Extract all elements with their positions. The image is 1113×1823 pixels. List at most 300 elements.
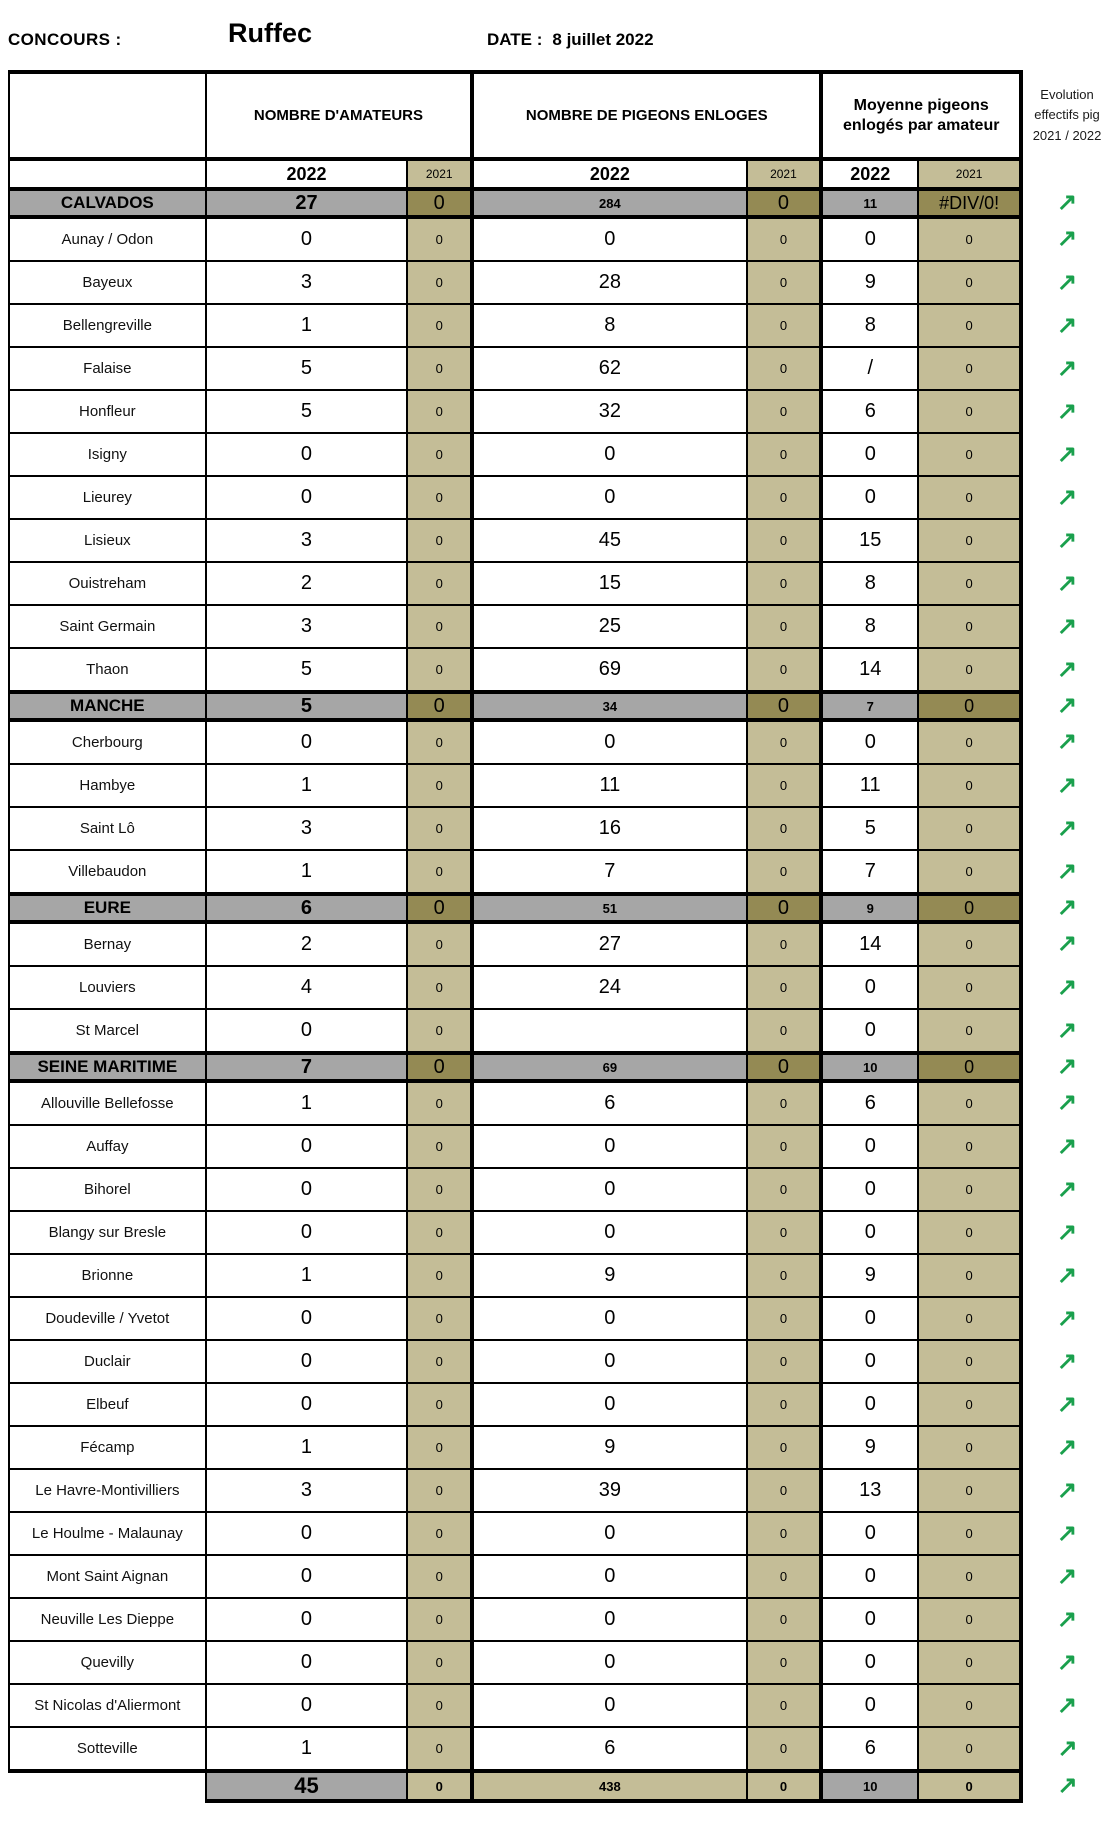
column-group-header-row bbox=[9, 72, 1112, 159]
evolution-cell bbox=[1021, 1469, 1112, 1512]
evolution-cell bbox=[1021, 966, 1112, 1009]
pigeons-2021-cell: 0 bbox=[747, 922, 822, 966]
year-2022-amateurs: 2022 bbox=[206, 159, 408, 189]
moyenne-2022-cell: 0 bbox=[821, 1383, 918, 1426]
moyenne-2021-cell: 0 bbox=[918, 1053, 1021, 1081]
moyenne-2022-cell: 0 bbox=[821, 433, 918, 476]
moyenne-2021-cell: 0 bbox=[918, 1211, 1021, 1254]
concours-label: CONCOURS : bbox=[8, 30, 122, 49]
row-label-cell: Doudeville / Yvetot bbox=[9, 1297, 206, 1340]
pigeons-2021-cell: 0 bbox=[747, 476, 822, 519]
moyenne-2021-cell: 0 bbox=[918, 922, 1021, 966]
pigeons-2022-cell bbox=[472, 1009, 746, 1053]
moyenne-2022-cell: 0 bbox=[821, 1211, 918, 1254]
pigeons-2022-cell: 0 bbox=[472, 476, 746, 519]
amateurs-2021-cell: 0 bbox=[407, 476, 472, 519]
evolution-cell bbox=[1021, 347, 1112, 390]
row-label-cell: Falaise bbox=[9, 347, 206, 390]
trend-up-icon: ↗ bbox=[1056, 1304, 1078, 1332]
pigeons-2022-cell: 6 bbox=[472, 1727, 746, 1771]
pigeons-2022-cell: 69 bbox=[472, 648, 746, 692]
amateurs-2021-cell: 0 bbox=[407, 261, 472, 304]
table-row bbox=[9, 347, 1112, 390]
row-label-cell: Blangy sur Bresle bbox=[9, 1211, 206, 1254]
pigeons-2021-cell: 0 bbox=[747, 605, 822, 648]
pigeons-2021-cell: 0 bbox=[747, 519, 822, 562]
pigeons-2021-cell: 0 bbox=[747, 261, 822, 304]
moyenne-2022-cell: 6 bbox=[821, 1081, 918, 1125]
amateurs-2022-cell: 0 bbox=[206, 1598, 408, 1641]
evolution-cell bbox=[1021, 1297, 1112, 1340]
amateurs-2022-cell: 3 bbox=[206, 1469, 408, 1512]
table-row bbox=[9, 1727, 1112, 1771]
trend-up-icon: ↗ bbox=[1056, 526, 1078, 554]
pigeons-2022-cell: 0 bbox=[472, 720, 746, 764]
row-label-cell: Isigny bbox=[9, 433, 206, 476]
moyenne-2022-cell: 10 bbox=[821, 1771, 918, 1801]
department-row bbox=[9, 1053, 1112, 1081]
row-label-cell: Fécamp bbox=[9, 1426, 206, 1469]
evolution-cell bbox=[1021, 1383, 1112, 1426]
evolution-cell bbox=[1021, 519, 1112, 562]
moyenne-2022-cell: 7 bbox=[821, 850, 918, 894]
pigeons-2022-cell: 45 bbox=[472, 519, 746, 562]
pigeons-2021-cell: 0 bbox=[747, 1771, 822, 1801]
amateurs-2021-cell: 0 bbox=[407, 764, 472, 807]
amateurs-2021-cell: 0 bbox=[407, 562, 472, 605]
pigeons-2022-cell: 39 bbox=[472, 1469, 746, 1512]
amateurs-2021-cell: 0 bbox=[407, 1053, 472, 1081]
moyenne-2022-cell: / bbox=[821, 347, 918, 390]
moyenne-2021-cell: 0 bbox=[918, 261, 1021, 304]
trend-up-icon: ↗ bbox=[1056, 814, 1078, 842]
amateurs-2022-cell: 1 bbox=[206, 1081, 408, 1125]
evolution-cell bbox=[1021, 1426, 1112, 1469]
evolution-cell bbox=[1021, 1771, 1112, 1801]
trend-up-icon: ↗ bbox=[1056, 1218, 1078, 1246]
evolution-cell bbox=[1021, 304, 1112, 347]
amateurs-2022-cell: 2 bbox=[206, 562, 408, 605]
pigeons-2021-cell: 0 bbox=[747, 720, 822, 764]
pigeons-2021-cell: 0 bbox=[747, 850, 822, 894]
table-row bbox=[9, 261, 1112, 304]
moyenne-2021-cell: 0 bbox=[918, 1641, 1021, 1684]
amateurs-2021-cell: 0 bbox=[407, 1081, 472, 1125]
pigeons-2022-cell: 6 bbox=[472, 1081, 746, 1125]
pigeons-2021-cell: 0 bbox=[747, 1254, 822, 1297]
amateurs-2022-cell: 1 bbox=[206, 304, 408, 347]
table-row bbox=[9, 1641, 1112, 1684]
moyenne-2021-cell: 0 bbox=[918, 519, 1021, 562]
trend-up-icon: ↗ bbox=[1057, 1772, 1078, 1799]
pigeons-2021-cell: 0 bbox=[747, 217, 822, 261]
amateurs-2022-cell: 27 bbox=[206, 189, 408, 217]
amateurs-2022-cell: 45 bbox=[206, 1771, 408, 1801]
evolution-cell bbox=[1021, 562, 1112, 605]
pigeons-2021-cell: 0 bbox=[747, 1168, 822, 1211]
moyenne-2022-cell: 7 bbox=[821, 692, 918, 720]
year-row-empty-cell bbox=[9, 159, 206, 189]
table-row bbox=[9, 1684, 1112, 1727]
row-label-cell: Brionne bbox=[9, 1254, 206, 1297]
table-row bbox=[9, 850, 1112, 894]
amateurs-2021-cell: 0 bbox=[407, 1211, 472, 1254]
amateurs-2022-cell: 3 bbox=[206, 519, 408, 562]
evolution-cell bbox=[1021, 720, 1112, 764]
amateurs-2021-cell: 0 bbox=[407, 922, 472, 966]
amateurs-2021-cell: 0 bbox=[407, 304, 472, 347]
evolution-cell bbox=[1021, 1125, 1112, 1168]
trend-up-icon: ↗ bbox=[1056, 1017, 1078, 1044]
evolution-cell bbox=[1021, 894, 1112, 922]
amateurs-2022-cell: 0 bbox=[206, 1512, 408, 1555]
moyenne-2021-cell: 0 bbox=[918, 390, 1021, 433]
pigeons-2022-cell: 0 bbox=[472, 433, 746, 476]
date-label: DATE : bbox=[487, 30, 543, 49]
pigeons-2021-cell: 0 bbox=[747, 1684, 822, 1727]
corner-cell bbox=[9, 72, 206, 159]
trend-up-icon: ↗ bbox=[1056, 440, 1078, 468]
pigeons-2022-cell: 0 bbox=[472, 1555, 746, 1598]
moyenne-2021-cell: 0 bbox=[918, 1168, 1021, 1211]
amateurs-2022-cell: 0 bbox=[206, 1555, 408, 1598]
table-row bbox=[9, 1340, 1112, 1383]
pigeons-2021-cell: 0 bbox=[747, 1009, 822, 1053]
evolution-cell bbox=[1021, 217, 1112, 261]
moyenne-2022-cell: 9 bbox=[821, 1254, 918, 1297]
moyenne-2022-cell: 0 bbox=[821, 1641, 918, 1684]
moyenne-2022-cell: 8 bbox=[821, 304, 918, 347]
pigeons-2021-cell: 0 bbox=[747, 1297, 822, 1340]
table-row bbox=[9, 1297, 1112, 1340]
moyenne-2022-cell: 0 bbox=[821, 1340, 918, 1383]
amateurs-2022-cell: 2 bbox=[206, 922, 408, 966]
evolution-cell bbox=[1021, 1340, 1112, 1383]
evolution-cell bbox=[1021, 1512, 1112, 1555]
amateurs-2022-cell: 1 bbox=[206, 1254, 408, 1297]
row-label-cell: Louviers bbox=[9, 966, 206, 1009]
table-row bbox=[9, 720, 1112, 764]
table-row bbox=[9, 519, 1112, 562]
trend-up-icon: ↗ bbox=[1056, 397, 1078, 425]
moyenne-2022-cell: 8 bbox=[821, 605, 918, 648]
moyenne-2021-cell: 0 bbox=[918, 1081, 1021, 1125]
amateurs-2022-cell: 1 bbox=[206, 764, 408, 807]
moyenne-2022-cell: 14 bbox=[821, 648, 918, 692]
evolution-cell bbox=[1021, 764, 1112, 807]
year-header-row bbox=[9, 159, 1112, 189]
year-2022-pigeons: 2022 bbox=[472, 159, 746, 189]
evolution-cell bbox=[1021, 922, 1112, 966]
pigeons-2022-cell: 69 bbox=[472, 1053, 746, 1081]
row-label-cell: Honfleur bbox=[9, 390, 206, 433]
amateurs-2021-cell: 0 bbox=[407, 1426, 472, 1469]
pigeons-2022-cell: 0 bbox=[472, 1383, 746, 1426]
pigeons-2021-cell: 0 bbox=[747, 1081, 822, 1125]
row-label-cell: Villebaudon bbox=[9, 850, 206, 894]
pigeons-2022-cell: 284 bbox=[472, 189, 746, 217]
trend-up-icon: ↗ bbox=[1056, 1089, 1078, 1116]
table-row bbox=[9, 648, 1112, 692]
trend-up-icon: ↗ bbox=[1057, 1735, 1078, 1762]
trend-up-icon: ↗ bbox=[1056, 1390, 1078, 1418]
evolution-cell bbox=[1021, 189, 1112, 217]
row-label-cell: Sotteville bbox=[9, 1727, 206, 1771]
pigeons-2022-cell: 0 bbox=[472, 1168, 746, 1211]
evolution-cell bbox=[1021, 1727, 1112, 1771]
pigeons-2021-cell: 0 bbox=[747, 1727, 822, 1771]
pigeons-2022-cell: 0 bbox=[472, 1598, 746, 1641]
amateurs-2022-cell: 7 bbox=[206, 1053, 408, 1081]
row-label-cell: St Nicolas d'Aliermont bbox=[9, 1684, 206, 1727]
amateurs-2022-cell: 0 bbox=[206, 1168, 408, 1211]
amateurs-2021-cell: 0 bbox=[407, 1684, 472, 1727]
pigeons-2021-cell: 0 bbox=[747, 189, 822, 217]
row-label-cell: Aunay / Odon bbox=[9, 217, 206, 261]
trend-up-icon: ↗ bbox=[1056, 1648, 1078, 1676]
evolution-cell bbox=[1021, 1009, 1112, 1053]
moyenne-2022-cell: 0 bbox=[821, 720, 918, 764]
row-label-cell: SEINE MARITIME bbox=[9, 1053, 206, 1081]
amateurs-2021-cell: 0 bbox=[407, 692, 472, 720]
trend-up-icon: ↗ bbox=[1056, 189, 1078, 216]
moyenne-2022-cell: 11 bbox=[821, 764, 918, 807]
trend-up-icon: ↗ bbox=[1056, 1175, 1078, 1203]
evolution-cell bbox=[1021, 1053, 1112, 1081]
amateurs-2021-cell: 0 bbox=[407, 605, 472, 648]
pigeons-2021-cell: 0 bbox=[747, 1125, 822, 1168]
amateurs-2022-cell: 6 bbox=[206, 894, 408, 922]
evolution-cell bbox=[1021, 476, 1112, 519]
amateurs-2021-cell: 0 bbox=[407, 390, 472, 433]
trend-up-icon: ↗ bbox=[1056, 569, 1078, 597]
evolution-cell bbox=[1021, 648, 1112, 692]
department-row bbox=[9, 692, 1112, 720]
moyenne-2022-cell: 0 bbox=[821, 1555, 918, 1598]
amateurs-2022-cell: 3 bbox=[206, 605, 408, 648]
trend-up-icon: ↗ bbox=[1056, 1605, 1078, 1633]
moyenne-2021-cell: 0 bbox=[918, 1727, 1021, 1771]
moyenne-2021-cell: 0 bbox=[918, 1125, 1021, 1168]
moyenne-2021-cell: 0 bbox=[918, 1469, 1021, 1512]
moyenne-2022-cell: 9 bbox=[821, 261, 918, 304]
pigeons-2021-cell: 0 bbox=[747, 1211, 822, 1254]
date-value: 8 juillet 2022 bbox=[552, 30, 654, 49]
amateurs-2022-cell: 0 bbox=[206, 1340, 408, 1383]
moyenne-2022-cell: 0 bbox=[821, 966, 918, 1009]
moyenne-2021-cell: 0 bbox=[918, 476, 1021, 519]
pigeons-2021-cell: 0 bbox=[747, 1053, 822, 1081]
amateurs-2022-cell: 0 bbox=[206, 720, 408, 764]
moyenne-2021-cell: 0 bbox=[918, 1512, 1021, 1555]
total-row bbox=[9, 1771, 1112, 1801]
pigeons-2022-cell: 8 bbox=[472, 304, 746, 347]
amateurs-2021-cell: 0 bbox=[407, 189, 472, 217]
moyenne-2021-cell: 0 bbox=[918, 1426, 1021, 1469]
evolution-cell bbox=[1021, 1254, 1112, 1297]
year-2021-amateurs: 2021 bbox=[407, 159, 472, 189]
table-row bbox=[9, 433, 1112, 476]
row-label-cell: Elbeuf bbox=[9, 1383, 206, 1426]
table-row bbox=[9, 390, 1112, 433]
row-label-cell: Thaon bbox=[9, 648, 206, 692]
moyenne-2021-cell: 0 bbox=[918, 605, 1021, 648]
trend-up-icon: ↗ bbox=[1056, 858, 1078, 885]
amateurs-2021-cell: 0 bbox=[407, 1641, 472, 1684]
amateurs-2021-cell: 0 bbox=[407, 1469, 472, 1512]
row-label-cell: Bihorel bbox=[9, 1168, 206, 1211]
amateurs-2022-cell: 0 bbox=[206, 1297, 408, 1340]
amateurs-2021-cell: 0 bbox=[407, 894, 472, 922]
report-header bbox=[0, 0, 1113, 70]
row-label-cell: St Marcel bbox=[9, 1009, 206, 1053]
pigeons-2022-cell: 51 bbox=[472, 894, 746, 922]
trend-up-icon: ↗ bbox=[1056, 728, 1078, 755]
pigeons-2022-cell: 16 bbox=[472, 807, 746, 850]
amateurs-2021-cell: 0 bbox=[407, 433, 472, 476]
moyenne-2021-cell: 0 bbox=[918, 1254, 1021, 1297]
pigeons-2022-cell: 9 bbox=[472, 1426, 746, 1469]
pigeons-2021-cell: 0 bbox=[747, 304, 822, 347]
row-label-cell: Bellengreville bbox=[9, 304, 206, 347]
row-label-cell: Bayeux bbox=[9, 261, 206, 304]
pigeons-2022-cell: 0 bbox=[472, 1641, 746, 1684]
pigeons-2021-cell: 0 bbox=[747, 1641, 822, 1684]
pigeons-2021-cell: 0 bbox=[747, 1512, 822, 1555]
row-label-cell: Ouistreham bbox=[9, 562, 206, 605]
table-row bbox=[9, 1081, 1112, 1125]
moyenne-2022-cell: 13 bbox=[821, 1469, 918, 1512]
pigeons-2021-cell: 0 bbox=[747, 1383, 822, 1426]
amateurs-2022-cell: 0 bbox=[206, 1009, 408, 1053]
evolution-cell bbox=[1021, 850, 1112, 894]
moyenne-2021-cell: 0 bbox=[918, 764, 1021, 807]
moyenne-2021-cell: 0 bbox=[918, 433, 1021, 476]
table-row bbox=[9, 1168, 1112, 1211]
moyenne-2021-cell: 0 bbox=[918, 807, 1021, 850]
evolution-cell bbox=[1021, 433, 1112, 476]
moyenne-2022-cell: 10 bbox=[821, 1053, 918, 1081]
amateurs-2022-cell: 5 bbox=[206, 347, 408, 390]
evolution-cell bbox=[1021, 1641, 1112, 1684]
pigeons-2022-cell: 27 bbox=[472, 922, 746, 966]
trend-up-icon: ↗ bbox=[1056, 1433, 1078, 1461]
moyenne-2022-cell: 0 bbox=[821, 1684, 918, 1727]
moyenne-2022-cell: 15 bbox=[821, 519, 918, 562]
moyenne-2022-cell: 0 bbox=[821, 1512, 918, 1555]
table-row bbox=[9, 1598, 1112, 1641]
trend-up-icon: ↗ bbox=[1056, 1562, 1078, 1590]
evolution-cell bbox=[1021, 261, 1112, 304]
amateurs-2021-cell: 0 bbox=[407, 217, 472, 261]
moyenne-2021-cell: 0 bbox=[918, 304, 1021, 347]
pigeons-2022-cell: 7 bbox=[472, 850, 746, 894]
table-row bbox=[9, 304, 1112, 347]
amateurs-2021-cell: 0 bbox=[407, 1254, 472, 1297]
moyenne-2021-cell: 0 bbox=[918, 692, 1021, 720]
pigeons-2022-cell: 24 bbox=[472, 966, 746, 1009]
amateurs-2021-cell: 0 bbox=[407, 1383, 472, 1426]
table-row bbox=[9, 1383, 1112, 1426]
row-label-cell: Auffay bbox=[9, 1125, 206, 1168]
pigeons-2021-cell: 0 bbox=[747, 433, 822, 476]
table-row bbox=[9, 605, 1112, 648]
pigeons-2022-cell: 0 bbox=[472, 1125, 746, 1168]
moyenne-2022-cell: 0 bbox=[821, 476, 918, 519]
moyenne-2021-cell: 0 bbox=[918, 1598, 1021, 1641]
amateurs-2021-cell: 0 bbox=[407, 966, 472, 1009]
amateurs-2022-cell: 3 bbox=[206, 807, 408, 850]
moyenne-2021-cell: 0 bbox=[918, 1297, 1021, 1340]
amateurs-2021-cell: 0 bbox=[407, 807, 472, 850]
trend-up-icon: ↗ bbox=[1056, 1261, 1078, 1289]
pigeons-2022-cell: 0 bbox=[472, 217, 746, 261]
row-label-cell: Cherbourg bbox=[9, 720, 206, 764]
pigeons-2022-cell: 0 bbox=[472, 1512, 746, 1555]
moyenne-2022-cell: 14 bbox=[821, 922, 918, 966]
row-label-cell: CALVADOS bbox=[9, 189, 206, 217]
amateurs-2022-cell: 0 bbox=[206, 476, 408, 519]
row-label-cell: Allouville Bellefosse bbox=[9, 1081, 206, 1125]
pigeons-2022-cell: 11 bbox=[472, 764, 746, 807]
amateurs-2021-cell: 0 bbox=[407, 1125, 472, 1168]
trend-up-icon: ↗ bbox=[1056, 1519, 1078, 1547]
moyenne-2022-cell: 9 bbox=[821, 894, 918, 922]
moyenne-2022-cell: 0 bbox=[821, 217, 918, 261]
evolution-cell bbox=[1021, 1598, 1112, 1641]
moyenne-2021-cell: 0 bbox=[918, 850, 1021, 894]
amateurs-2022-cell: 0 bbox=[206, 1684, 408, 1727]
amateurs-2021-cell: 0 bbox=[407, 1598, 472, 1641]
pigeons-2022-cell: 34 bbox=[472, 692, 746, 720]
amateurs-2022-cell: 5 bbox=[206, 648, 408, 692]
pigeons-2022-cell: 28 bbox=[472, 261, 746, 304]
trend-up-icon: ↗ bbox=[1056, 311, 1078, 339]
pigeons-2021-cell: 0 bbox=[747, 1469, 822, 1512]
department-row bbox=[9, 894, 1112, 922]
table-row bbox=[9, 476, 1112, 519]
table-row bbox=[9, 217, 1112, 261]
row-label-cell: MANCHE bbox=[9, 692, 206, 720]
amateurs-2022-cell: 4 bbox=[206, 966, 408, 1009]
pigeons-2021-cell: 0 bbox=[747, 562, 822, 605]
header-moyenne-pigeons: Moyenne pigeons enlogés par amateur bbox=[821, 72, 1021, 159]
pigeons-2021-cell: 0 bbox=[747, 692, 822, 720]
trend-up-icon: ↗ bbox=[1056, 354, 1078, 382]
amateurs-2022-cell: 0 bbox=[206, 1641, 408, 1684]
row-label-cell: Le Havre-Montivilliers bbox=[9, 1469, 206, 1512]
table-row bbox=[9, 1512, 1112, 1555]
pigeons-2022-cell: 0 bbox=[472, 1340, 746, 1383]
pigeons-2021-cell: 0 bbox=[747, 390, 822, 433]
table-row bbox=[9, 922, 1112, 966]
row-label-cell: EURE bbox=[9, 894, 206, 922]
amateurs-2022-cell: 1 bbox=[206, 1426, 408, 1469]
year-2021-pigeons: 2021 bbox=[747, 159, 822, 189]
pigeons-2022-cell: 438 bbox=[472, 1771, 746, 1801]
amateurs-2021-cell: 0 bbox=[407, 1168, 472, 1211]
moyenne-2021-cell: 0 bbox=[918, 217, 1021, 261]
moyenne-2021-cell: 0 bbox=[918, 720, 1021, 764]
moyenne-2021-cell: 0 bbox=[918, 894, 1021, 922]
amateurs-2021-cell: 0 bbox=[407, 1340, 472, 1383]
row-label-cell: Saint Germain bbox=[9, 605, 206, 648]
moyenne-2021-cell: 0 bbox=[918, 966, 1021, 1009]
date-field bbox=[487, 30, 664, 50]
moyenne-2022-cell: 0 bbox=[821, 1125, 918, 1168]
row-label-cell bbox=[9, 1771, 206, 1801]
pigeons-2022-cell: 0 bbox=[472, 1684, 746, 1727]
